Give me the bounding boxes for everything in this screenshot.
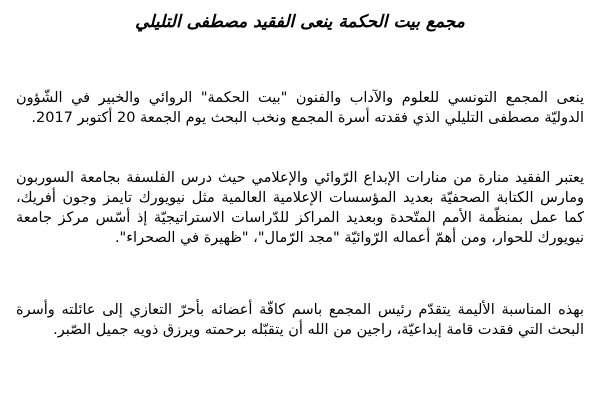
article-paragraph-2: يعتبر الفقيد منارة من منارات الإبداع الرّوائي والإعلامي حيث درس الفلسفة بجامعة السوربون ومارس الكتابة الصحفيّة بعديد المؤسسات الإعلامية العالمية مثل نيويورك تايمز وجون أفريك، كما عمل بمنظّمة الأمم المتّحدة وبعديد المراكز للدّراسات الاستراتيجيّة إذ أسّس مركز جامعة نيويورك للحوار، ومن أهمّ أعماله الرّوائيّة "مجد الرّمال"، "ظهيرة في الصحراء". xyxy=(16,170,584,246)
article-paragraph-1: ينعى المجمع التونسي للعلوم والآداب والفنون "بيت الحكمة" الروائي والخبير في الشّؤون الدوليّة مصطفى التليلي الذي فقدته أسرة المجمع ونخب البحث يوم الجمعة 20 أكتوبر 2017. xyxy=(16,90,584,126)
article-paragraph-3: بهذه المناسبة الأليمة يتقدّم رئيس المجمع باسم كافّة أعضائه بأحرّ التعازي إلى عائلته وأسرة البحث التي فقدت قامة إبداعيّة، راجين من الله أن يتقبّله برحمته ويرزق ذويه جميل الصّبر. xyxy=(16,302,584,338)
article-title: مجمع بيت الحكمة ينعى الفقيد مصطفى التليلي xyxy=(135,12,465,32)
